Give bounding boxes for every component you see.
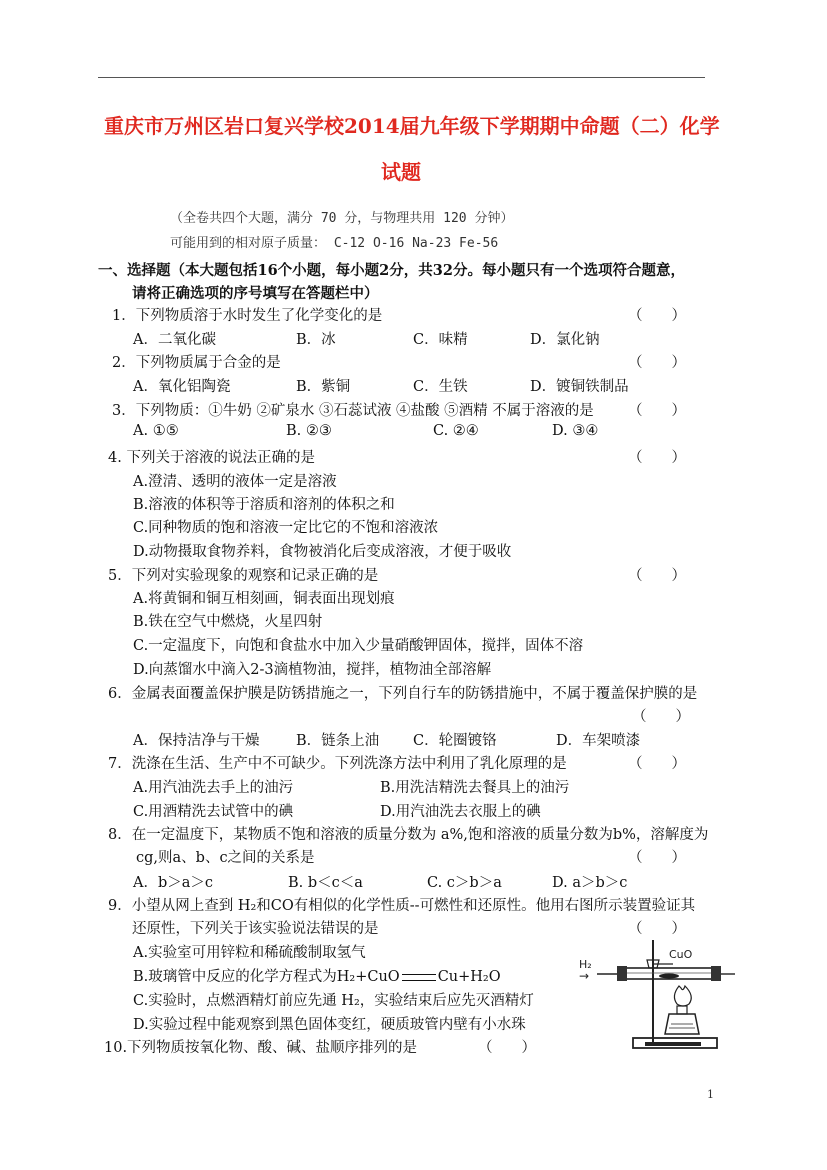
answer-blank: （ ）: [628, 450, 686, 466]
option-d: D. ③④: [552, 423, 599, 439]
option-c: C．生铁: [413, 379, 468, 395]
question-1-stem: 1．下列物质溶于水时发生了化学变化的是: [112, 308, 383, 324]
question-8-stem-continued: cg,则a、b、c之间的关系是: [136, 850, 315, 866]
option-b: B．链条上油: [296, 733, 380, 749]
hydrogen-reduction-apparatus-diagram: [565, 938, 740, 1058]
option-b: B．冰: [296, 332, 336, 348]
atomic-mass-info: 可能用到的相对原子质量： C-12 O-16 Na-23 Fe-56: [170, 236, 499, 251]
answer-blank: （ ）: [632, 709, 690, 725]
option-a: A.用汽油洗去手上的油污: [133, 780, 294, 796]
exam-info: （全卷共四个大题，满分 70 分，与物理共用 120 分钟）: [170, 211, 514, 226]
option-a: A．氧化铝陶瓷: [133, 379, 231, 395]
header-rule: [98, 77, 705, 78]
option-c: C.同种物质的饱和溶液一定比它的不饱和溶液浓: [133, 520, 439, 536]
page-title-continued: 试题: [381, 160, 421, 184]
option-a: A．二氧化碳: [133, 332, 216, 348]
option-d: D. a＞b＞c: [552, 875, 628, 891]
cuo-label: CuO: [669, 948, 693, 961]
option-b: B.溶液的体积等于溶质和溶剂的体积之和: [133, 497, 395, 513]
option-b: B．紫铜: [296, 379, 351, 395]
question-5-stem: 5．下列对实验现象的观察和记录正确的是: [108, 568, 379, 584]
option-d: D.向蒸馏水中滴入2-3滴植物油，搅拌，植物油全部溶解: [133, 662, 492, 678]
option-d: D．车架喷漆: [556, 733, 641, 749]
option-b: B. b＜c＜a: [288, 875, 363, 891]
option-c: C. c＞b＞a: [427, 875, 502, 891]
question-8-stem: 8．在一定温度下，某物质不饱和溶液的质量分数为 a%,饱和溶液的质量分数为b%，溶解度为: [108, 827, 709, 843]
page-number: 1: [707, 1088, 714, 1101]
answer-blank: （ ）: [628, 403, 686, 419]
question-4-stem: 4. 下列关于溶液的说法正确的是: [108, 450, 315, 466]
question-9-stem: 9．小望从网上查到 H₂和CO有相似的化学性质--可燃性和还原性。他用右图所示装置验证其: [108, 898, 696, 914]
answer-blank: （ ）: [628, 355, 686, 371]
answer-blank: （ ）: [478, 1040, 536, 1056]
answer-blank: （ ）: [628, 308, 686, 324]
answer-blank: （ ）: [628, 756, 686, 772]
option-c: C. ②④: [433, 423, 479, 439]
option-b: B.铁在空气中燃烧，火星四射: [133, 614, 323, 630]
question-2-stem: 2．下列物质属于合金的是: [112, 355, 281, 371]
option-c: C.实验时，点燃酒精灯前应先通 H₂，实验结束后应先灭酒精灯: [133, 993, 534, 1009]
page-title: 重庆市万州区岩口复兴学校2014届九年级下学期期中命题（二）化学: [104, 114, 720, 138]
option-c: C.一定温度下，向饱和食盐水中加入少量硝酸钾固体，搅拌，固体不溶: [133, 638, 584, 654]
option-b-equation-right: Cu+H₂O: [437, 969, 501, 985]
option-d: D．氯化钠: [530, 332, 600, 348]
option-d: D.用汽油洗去衣服上的碘: [380, 804, 541, 820]
question-10-stem: 10.下列物质按氧化物、酸、碱、盐顺序排列的是: [104, 1040, 418, 1056]
h2-label: H₂: [579, 958, 592, 971]
option-b: B.用洗洁精洗去餐具上的油污: [380, 780, 570, 796]
option-c: C.用酒精洗去试管中的碘: [133, 804, 294, 820]
answer-blank: （ ）: [628, 568, 686, 584]
option-c: C．味精: [413, 332, 468, 348]
option-d: D.实验过程中能观察到黑色固体变红，硬质玻管内壁有小水珠: [133, 1017, 526, 1033]
option-d: D.动物摄取食物养料，食物被消化后变成溶液，才便于吸收: [133, 544, 512, 560]
option-b-equation-left: B.玻璃管中反应的化学方程式为H₂+CuO: [133, 969, 400, 985]
option-b: [133, 965, 501, 986]
option-a: A．保持洁净与干燥: [133, 733, 260, 749]
option-a: A．b＞a＞c: [133, 875, 214, 891]
option-a: A.将黄铜和铜互相刻画，铜表面出现划痕: [133, 591, 395, 607]
section-heading-continued: 请将正确选项的序号填写在答题栏中）: [132, 285, 379, 302]
option-d: D．镀铜铁制品: [530, 379, 629, 395]
option-a: A.实验室可用锌粒和稀硫酸制取氢气: [133, 945, 366, 961]
option-b: B. ②③: [286, 423, 332, 439]
double-line-equals: [402, 974, 436, 981]
question-3-stem: 3．下列物质：①牛奶 ②矿泉水 ③石蕊试液 ④盐酸 ⑤酒精 不属于溶液的是: [112, 403, 594, 419]
answer-blank: （ ）: [628, 921, 686, 937]
question-6-stem: 6．金属表面覆盖保护膜是防锈措施之一，下列自行车的防锈措施中，不属于覆盖保护膜的是: [108, 686, 698, 702]
gas-flow-arrow-icon: →: [579, 969, 590, 983]
option-a: A. ①⑤: [133, 423, 179, 439]
question-7-stem: 7．洗涤在生活、生产中不可缺少。下列洗涤方法中利用了乳化原理的是: [108, 756, 567, 772]
option-c: C．轮圈镀铬: [413, 733, 497, 749]
question-9-stem-continued: 还原性，下列关于该实验说法错误的是: [132, 921, 379, 937]
option-a: A.澄清、透明的液体一定是溶液: [133, 474, 337, 490]
section-heading: 一、选择题（本大题包括16个小题，每小题2分，共32分。每小题只有一个选项符合题意，: [98, 262, 685, 279]
answer-blank: （ ）: [628, 850, 686, 866]
